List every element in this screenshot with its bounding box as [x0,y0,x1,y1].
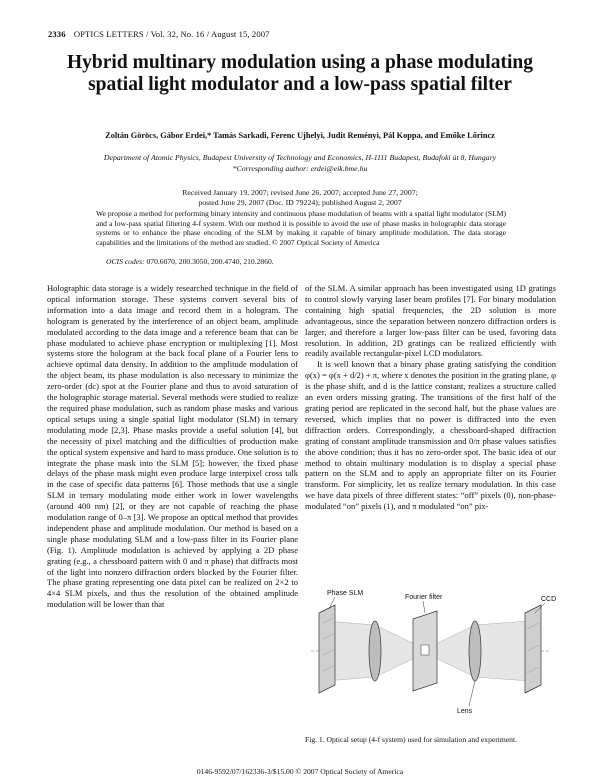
running-header [48,29,270,39]
journal-citation: OPTICS LETTERS / Vol. 32, No. 16 / August 15, 2007 [73,29,270,39]
affiliation-block [80,153,520,174]
fourier-filter [413,611,437,691]
left-column [47,283,298,610]
abstract: We propose a method for performing binary intensity and continuous phase modulation of beams with a spatial light modulator (SLM) and a low-pass spatial filtering 4-f system. With our method it is possible to avoid the use of phase masks in holographic data storage systems or to enhance the phase encoding of the SLM by making it capable of binary amplitude modulation. The data storage capabilities and the limitations of the method are studied. © 2007 Optical Society of America [96,209,506,247]
page-number: 2336 [48,29,66,39]
figure-caption [305,735,556,744]
caption-label: Fig. 1. [305,735,325,744]
author-list: Zoltán Göröcs, Gábor Erdei,* Tamás Sarkadi, Ferenc Ujhelyi, Judit Reményi, Pál Koppa, and Emőke Lőrincz [105,131,495,140]
ocis-codes [106,257,274,266]
ocis-label: OCIS codes: [106,257,145,266]
label-lens: Lens [457,708,473,715]
lens-2 [469,621,481,681]
right-paragraph-2: It is well known that a binary phase grating satisfying the condition φ(x) = φ(x + d/2) + π, where x denotes the position in the grating plane, φ is the phase shift, and d is the lattice constant, realizes a structure called an even orders missing grating. The transitions of the first half of the grating period are replicated in the second half, but the phase values are reversed, which implies that no power is diffracted into the even diffraction orders. Correspondingly, a chessboard-shaped diffraction grating of constant amplitude transmission and 0/π phase values satisfies the above condition; thus it has no zero-order spot. The basic idea of our method to obtain multinary modulation is to display a special phase pattern on the SLM and to apply an appropriate filter on its Fourier transform. For simplicity, let us realize ternary modulation. In this case we have data pixels of three different states: “off” pixels (0), non-phase-modulated “on” pixels (1), and π modulated “on” pix- [305,359,556,512]
label-fourier-filter: Fourier filter [405,594,443,601]
received-dates [90,188,510,208]
right-paragraph-1: of the SLM. A similar approach has been investigated using 1D gratings to control slowly varying laser beam profiles [7]. For binary modulation containing high spatial frequencies, the 2D solution is more advantageous, since the separation between nonzero diffraction orders is larger, and therefore a larger low-pass filter can be used, favoring data resolution. In addition, 2D gratings can be realized efficiently with readily available rectangular-pixel LCD modulators. [305,283,556,359]
received-line-1: Received January 19, 2007; revised June 26, 2007; accepted June 27, 2007; [182,188,418,197]
received-line-2: posted June 29, 2007 (Doc. ID 79224); published August 2, 2007 [198,198,402,207]
ocis-values: 070.6070, 200.3050, 200.4740, 210.2860. [146,257,274,266]
figure-optical-setup [305,573,556,733]
label-phase-slm: Phase SLM [327,590,364,597]
right-column [305,283,556,512]
phase-slm [319,605,335,693]
lens-1 [369,621,381,681]
affiliation: Department of Atomic Physics, Budapest University of Technology and Economics, H-1111 Budapest, Budafoki út 8, Hungary [103,153,497,162]
footer: 0146-9592/07/162336-3/$15.00 © 2007 Optical Society of America [196,767,404,776]
paper-title: Hybrid multinary modulation using a phase modulating spatial light modulator and a low-pass spatial filter [67,52,533,95]
caption-text: Optical setup (4-f system) used for simulation and experiment. [326,735,517,744]
ccd-detector [525,605,541,693]
left-paragraph-1: Holographic data storage is a widely researched technique in the field of optical information storage. These systems convert several bits of information into a data image and record them in a hologram. The hologram is generated by the interference of an object beam, amplitude modulated according to the data image and a reference beam that can be phase modulated to achieve phase encryption or multiplexing [1]. Most systems store the hologram at the back focal plane of a Fourier lens to achieve optimal data density. In addition to the amplitude modulation of the object beam, its phase modulation is also necessary to minimize the zero-order (dc) spot at the Fourier plane and thus to avoid saturation of the holographic storage material. Several methods were studied to realize the required phase modulation, such as random phase masks and various optical setups using a single spatial light modulator (SLM) in ternary modulating mode [2,3]. Phase masks provide a useful solution [4], but the necessity of pixel matching and the difficulties of production make the optical system expensive and hard to mass produce. One solution is to integrate the phase mask into the SLM [5]; however, the fixed phase delays of the phase mask might even produce large interpixel cross talk in the case of specific data patterns [6]. Those methods that use a single SLM in ternary modulating mode either work in lower wavelengths (around 400 nm) [2], or they are not capable of reaching the phase modulation range of 0–π [3]. We propose an optical method that provides independent phase and amplitude modulation. Our method is based on a single phase modulating SLM and a low-pass filter in its Fourier plane (Fig. 1). Amplitude modulation is achieved by applying a 2D phase grating (e.g., a chessboard pattern with 0 and π phase) that diffracts most of the light into nonzero diffraction orders blocked by the Fourier filter. The phase grating representing one data pixel can be realized on 2×2 to 4×4 SLM pixels, and thus the resolution of the obtained amplitude modulation will be lower than that [47,283,298,610]
label-ccd: CCD [541,596,556,603]
corresponding-author: *Corresponding author: erdei@eik.bme.hu [232,163,368,173]
